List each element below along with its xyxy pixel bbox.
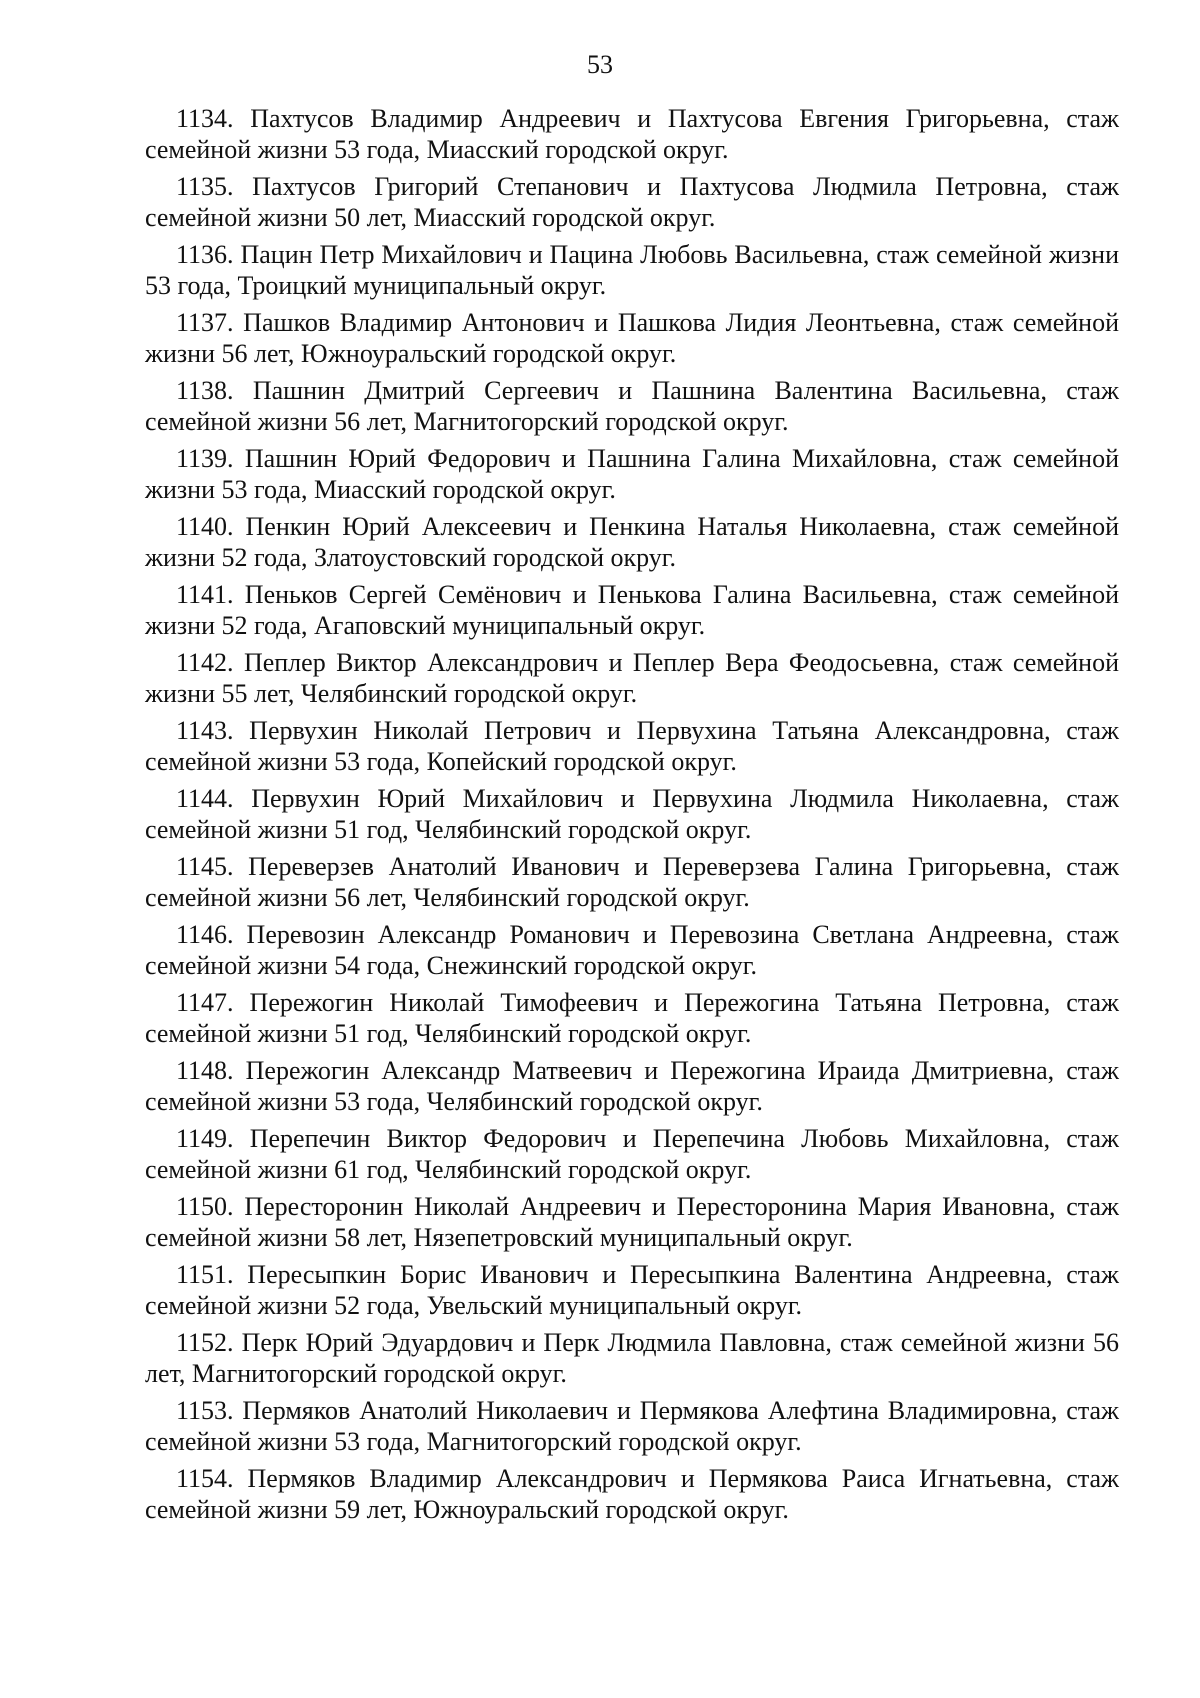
list-item: 1140. Пенкин Юрий Алексеевич и Пенкина Наталья Николаевна, стаж семейной жизни 52 года, Златоустовский городской округ.: [145, 512, 1119, 572]
list-item: 1143. Первухин Николай Петрович и Первухина Татьяна Александровна, стаж семейной жизни 53 года, Копейский городской округ.: [145, 716, 1119, 776]
list-item: 1144. Первухин Юрий Михайлович и Первухина Людмила Николаевна, стаж семейной жизни 51 год, Челябинский городской округ.: [145, 784, 1119, 844]
list-item: 1148. Пережогин Александр Матвеевич и Пережогина Ираида Дмитриевна, стаж семейной жизни 53 года, Челябинский городской округ.: [145, 1056, 1119, 1116]
list-item: 1142. Пеплер Виктор Александрович и Пеплер Вера Феодосьевна, стаж семейной жизни 55 лет, Челябинский городской округ.: [145, 648, 1119, 708]
list-item: 1136. Пацин Петр Михайлович и Пацина Любовь Васильевна, стаж семейной жизни 53 года, Троицкий муниципальный округ.: [145, 240, 1119, 300]
list-item: 1149. Перепечин Виктор Федорович и Перепечина Любовь Михайловна, стаж семейной жизни 61 год, Челябинский городской округ.: [145, 1124, 1119, 1184]
page-number: 53: [587, 50, 613, 79]
list-item: 1134. Пахтусов Владимир Андреевич и Пахтусова Евгения Григорьевна, стаж семейной жизни 53 года, Миасский городской округ.: [145, 104, 1119, 164]
list-item: 1135. Пахтусов Григорий Степанович и Пахтусова Людмила Петровна, стаж семейной жизни 50 лет, Миасский городской округ.: [145, 172, 1119, 232]
list-item: 1137. Пашков Владимир Антонович и Пашкова Лидия Леонтьевна, стаж семейной жизни 56 лет, Южноуральский городской округ.: [145, 308, 1119, 368]
list-item: 1146. Перевозин Александр Романович и Перевозина Светлана Андреевна, стаж семейной жизни 54 года, Снежинский городской округ.: [145, 920, 1119, 980]
list-item: 1151. Пересыпкин Борис Иванович и Пересыпкина Валентина Андреевна, стаж семейной жизни 52 года, Увельский муниципальный округ.: [145, 1260, 1119, 1320]
list-item: 1152. Перк Юрий Эдуардович и Перк Людмила Павловна, стаж семейной жизни 56 лет, Магнитогорский городской округ.: [145, 1328, 1119, 1388]
list-item: 1150. Пересторонин Николай Андреевич и Пересторонина Мария Ивановна, стаж семейной жизни 58 лет, Нязепетровский муниципальный округ.: [145, 1192, 1119, 1252]
list-item: 1141. Пеньков Сергей Семёнович и Пенькова Галина Васильевна, стаж семейной жизни 52 года, Агаповский муниципальный округ.: [145, 580, 1119, 640]
list-item: 1138. Пашнин Дмитрий Сергеевич и Пашнина Валентина Васильевна, стаж семейной жизни 56 лет, Магнитогорский городской округ.: [145, 376, 1119, 436]
entry-list: [145, 103, 1119, 1531]
list-item: 1154. Пермяков Владимир Александрович и Пермякова Раиса Игнатьевна, стаж семейной жизни 59 лет, Южноуральский городской округ.: [145, 1464, 1119, 1524]
list-item: 1145. Переверзев Анатолий Иванович и Переверзева Галина Григорьевна, стаж семейной жизни 56 лет, Челябинский городской округ.: [145, 852, 1119, 912]
list-item: 1147. Пережогин Николай Тимофеевич и Пережогина Татьяна Петровна, стаж семейной жизни 51 год, Челябинский городской округ.: [145, 988, 1119, 1048]
list-item: 1153. Пермяков Анатолий Николаевич и Пермякова Алефтина Владимировна, стаж семейной жизни 53 года, Магнитогорский городской округ.: [145, 1396, 1119, 1456]
list-item: 1139. Пашнин Юрий Федорович и Пашнина Галина Михайловна, стаж семейной жизни 53 года, Миасский городской округ.: [145, 444, 1119, 504]
